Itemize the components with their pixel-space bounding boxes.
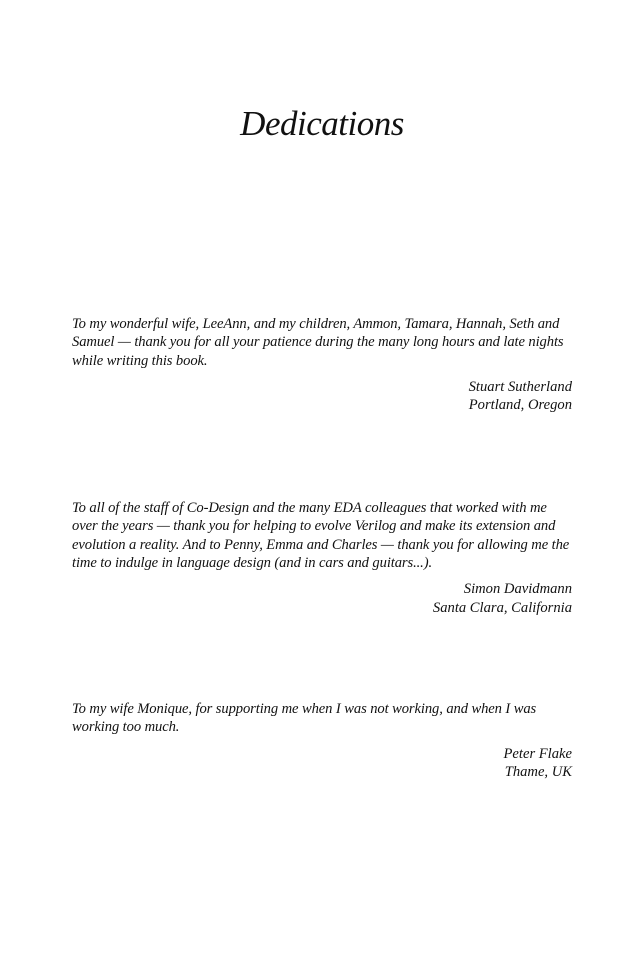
dedication-text: To all of the staff of Co-Design and the many EDA colleagues that worked with me over the years — thank you for helping to evolve Verilog and make its extension and evolution a reality. And to Penny, Emma and Charles — thank you for allowing me the time to indulge in language design (and in cars and guitars...). [72,500,570,571]
signature-block [72,378,572,415]
signature-author: Stuart Sutherland [468,378,572,395]
signature-location: Santa Clara, California [432,599,572,616]
dedication-davidmann [72,499,572,617]
dedication-text: To my wonderful wife, LeeAnn, and my children, Ammon, Tamara, Hannah, Seth and Samuel — thank you for all your patience during the many long hours and late nights while writing this book. [72,316,564,369]
dedication-sutherland [72,315,572,415]
signature-block [72,745,572,782]
signature-location: Portland, Oregon [468,397,572,414]
dedication-flake [72,700,572,782]
signature-author: Peter Flake [503,745,572,762]
signature-location: Thame, UK [504,764,572,781]
page-title: Dedications [240,104,404,143]
signature-block [72,580,572,617]
dedication-text: To my wife Monique, for supporting me when I was not working, and when I was working too much. [72,701,537,736]
signature-author: Simon Davidmann [463,581,572,598]
